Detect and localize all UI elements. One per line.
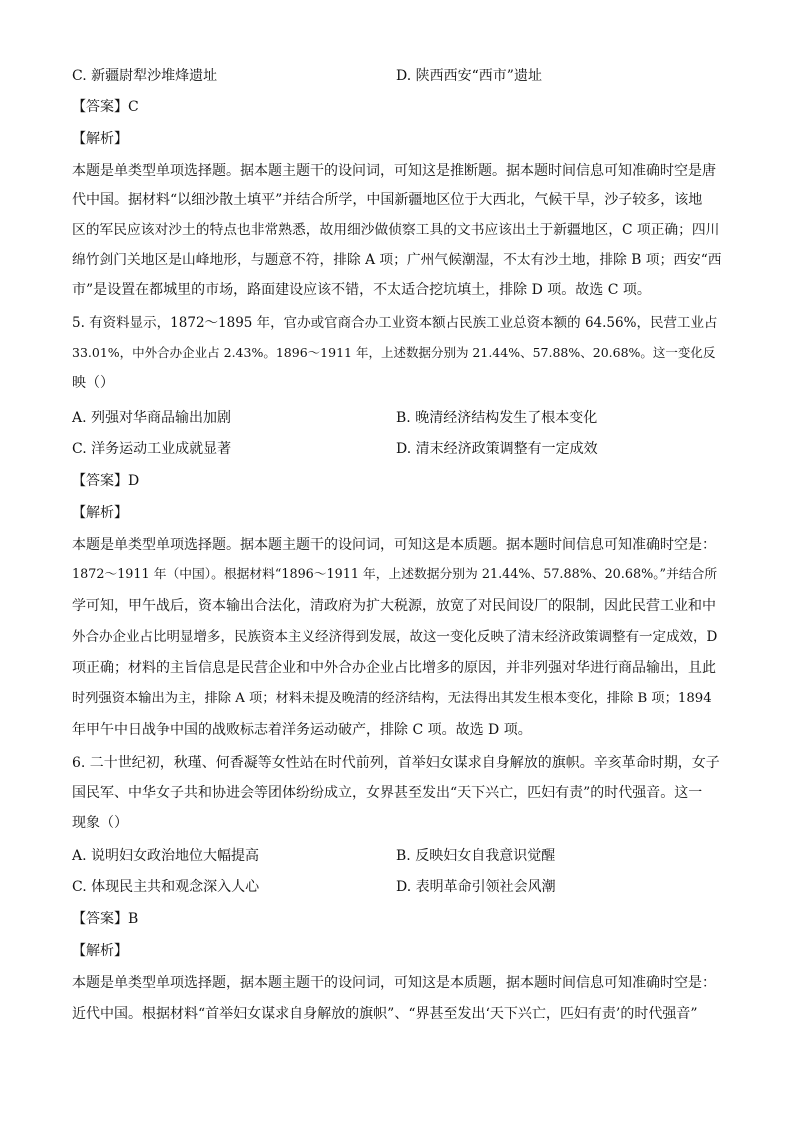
q5-analysis-line: 年甲午中日战争中国的战败标志着洋务运动破产，排除 C 项。故选 D 项。	[72, 722, 532, 738]
q4-answer: 【答案】C	[72, 99, 139, 115]
q6-option-a: A. 说明妇女政治地位大幅提高	[72, 848, 260, 864]
q6-stem-line: 现象（）	[72, 815, 128, 831]
q6-analysis-line: 近代中国。根据材料“首举妇女谋求自身解放的旗帜”、“界甚至发出‘天下兴亡，匹妇有责’的时代强音”	[72, 1006, 698, 1022]
q5-analysis-line: 时列强资本输出为主，排除 A 项；材料未提及晚清的经济结构，无法得出其发生根本变化，排除 B 项；1894	[72, 691, 712, 706]
q4-analysis-line: 代中国。据材料“以细沙散土填平”并结合所学，中国新疆地区位于大西北，气候干旱，沙子较多，该地	[72, 192, 703, 208]
q5-answer: 【答案】D	[72, 473, 140, 489]
q5-analysis-line: 本题是单类型单项选择题。据本题主题干的设问词，可知这是本质题。据本题时间信息可知准确时空是：	[72, 537, 716, 553]
q6-analysis-label: 【解析】	[72, 943, 128, 959]
q4-option-d: D. 陕西西安“西市”遗址	[396, 68, 542, 84]
q5-analysis-line: 项正确；材料的主旨信息是民营企业和中外合办企业占比增多的原因，并非列强对华进行商品输出，且此	[72, 660, 716, 676]
q5-analysis-line: 1872～1911 年（中国）。根据材料“1896～1911 年，上述数据分别为 21.44%、57.88%、20.68%。”并结合所	[72, 567, 718, 582]
q6-option-b: B. 反映妇女自我意识觉醒	[396, 848, 556, 864]
q5-option-b: B. 晚清经济结构发生了根本变化	[396, 410, 598, 426]
q5-option-d: D. 清末经济政策调整有一定成效	[396, 441, 598, 457]
q5-analysis-line: 外合办企业占比明显增多，民族资本主义经济得到发展，故这一变化反映了清末经济政策调整有一定成效，D	[72, 629, 718, 645]
q4-analysis-line: 市”是设置在都城里的市场，路面建设应该不错，不太适合挖坑填土，排除 D 项。故选 C 项。	[72, 282, 651, 298]
q6-option-c: C. 体现民主共和观念深入人心	[72, 879, 260, 895]
q5-option-a: A. 列强对华商品输出加剧	[72, 410, 232, 426]
q5-analysis-label: 【解析】	[72, 505, 128, 521]
q4-analysis-line: 本题是单类型单项选择题。据本题主题干的设问词，可知这是推断题。据本题时间信息可知准确时空是唐	[72, 163, 716, 179]
q4-analysis-line: 绵竹剑门关地区是山峰地形，与题意不符，排除 A 项；广州气候潮湿，不太有沙土地，排除 B 项；西安“西	[72, 252, 722, 268]
q4-analysis-line: 区的军民应该对沙土的特点也非常熟悉，故用细沙做侦察工具的文书应该出土于新疆地区，C 项正确；四川	[72, 222, 720, 238]
q5-stem-line: 映（）	[72, 375, 114, 391]
q4-option-c: C. 新疆尉犁沙堆烽遗址	[72, 68, 218, 84]
q5-stem-line: 5. 有资料显示，1872～1895 年，官办或官商合办工业资本额占民族工业总资本额的 64.56%，民营工业占	[72, 315, 718, 331]
q6-option-d: D. 表明革命引领社会风潮	[396, 879, 556, 895]
q5-analysis-line: 学可知，甲午战后，资本输出合法化，清政府为扩大税源，放宽了对民间设厂的限制，因此民营工业和中	[72, 598, 716, 614]
q6-stem-line: 国民军、中华女子共和协进会等团体纷纷成立，女界甚至发出“天下兴亡，匹妇有责”的时代强音。这一	[72, 785, 703, 801]
q6-analysis-line: 本题是单类型单项选择题，据本题主题干的设问词，可知这是本质题，据本题时间信息可知准确时空是：	[72, 975, 716, 991]
q5-option-c: C. 洋务运动工业成就显著	[72, 441, 232, 457]
q6-answer: 【答案】B	[72, 911, 139, 927]
q4-analysis-label: 【解析】	[72, 131, 128, 147]
q5-stem-line: 33.01%，中外合办企业占 2.43%。1896～1911 年，上述数据分别为 21.44%、57.88%、20.68%。这一变化反	[72, 345, 716, 360]
q6-stem-line: 6. 二十世纪初，秋瑾、何香凝等女性站在时代前列，首举妇女谋求自身解放的旗帜。辛亥革命时期，女子	[72, 755, 720, 771]
